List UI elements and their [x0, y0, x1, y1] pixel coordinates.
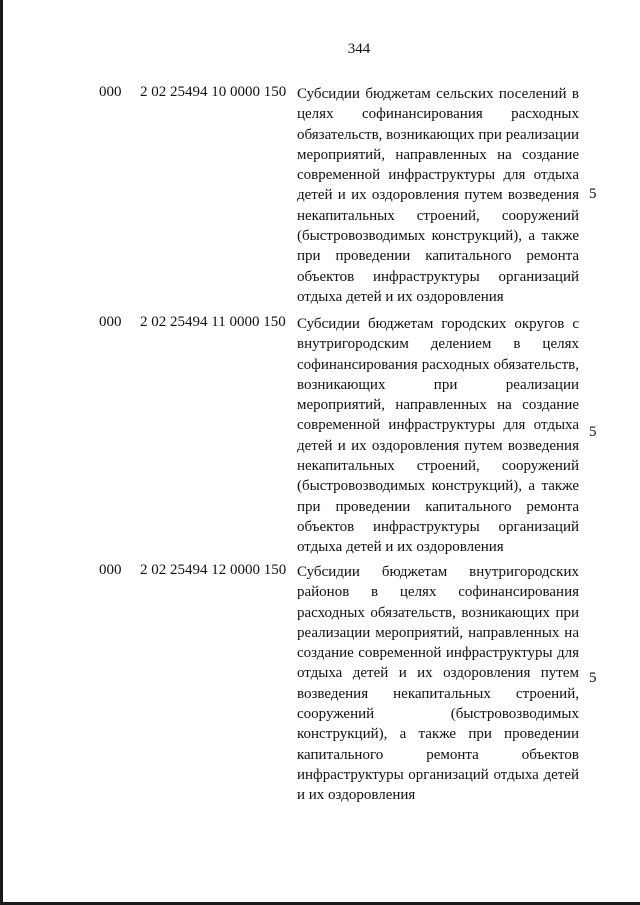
admin-code: 000 — [99, 562, 122, 578]
admin-code: 000 — [99, 314, 122, 330]
page-left-edge — [0, 0, 3, 905]
entry-description: Субсидии бюджетам внутригородских районов в целях софинансирования расходных обязательств, возникающих при реализации мероприятий, направленных на создание современной инфраструктуры для отдыха детей и их оздоровления путем возведения некапитальных строений, сооружений (быстровозводимых конструкций), а также при проведении капитального ремонта объектов инфраструктуры организаций отдыха детей и их оздоровления — [297, 564, 579, 804]
budget-classification-code: 2 02 25494 12 0000 150 — [140, 562, 287, 578]
entry-amount: 5 — [589, 670, 597, 686]
budget-classification-code: 2 02 25494 10 0000 150 — [140, 84, 287, 100]
page-number: 344 — [347, 41, 371, 57]
entry-description: Субсидии бюджетам сельских поселений в целях софинансирования расходных обязательств, возникающих при реализации мероприятий, направленных на создание современной инфраструктуры для отдыха детей и их оздоровления путем возведения некапитальных строений, сооружений (быстровозводимых конструкций), а также при проведении капитального ремонта объектов инфраструктуры организаций отдыха детей и их оздоровления — [297, 86, 580, 305]
entry-amount: 5 — [589, 186, 597, 202]
entry-amount: 5 — [589, 424, 597, 440]
budget-classification-code: 2 02 25494 11 0000 150 — [140, 314, 286, 330]
entry-description: Субсидии бюджетам городских округов с внутригородским делением в целях софинансирования расходных обязательств, возникающих при реализации мероприятий, направленных на создание современной инфраструктуры для отдыха детей и их оздоровления путем возведения некапитальных строений, сооружений (быстровозводимых конструкций), а также при проведении капитального ремонта объектов инфраструктуры организаций отдыха детей и их оздоровления — [297, 316, 579, 556]
admin-code: 000 — [99, 84, 122, 100]
